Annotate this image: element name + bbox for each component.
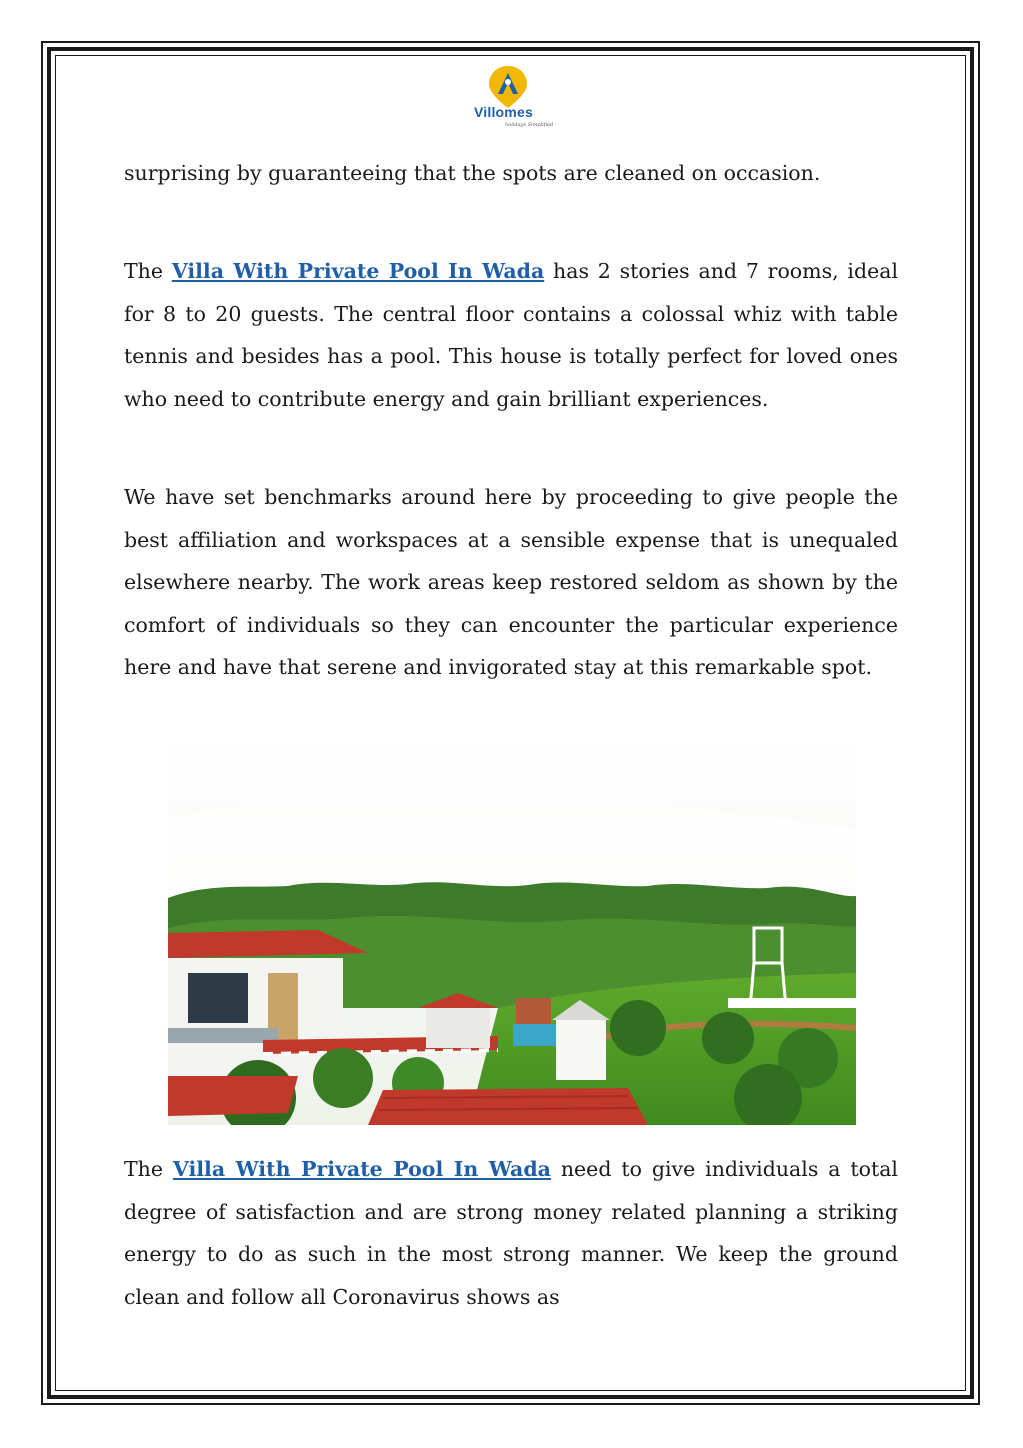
paragraph-4-prefix: The [124, 1157, 173, 1181]
paragraph-4 [124, 1148, 898, 1318]
brand-name: Villomes [474, 104, 533, 120]
brand-tagline: holidays Simplified [505, 122, 554, 128]
paragraph-2 [124, 250, 898, 420]
villa-link-2[interactable]: Villa With Private Pool In Wada [172, 1157, 551, 1181]
villa-link-1[interactable]: Villa With Private Pool In Wada [171, 259, 545, 283]
villa-photo [168, 738, 856, 1125]
paragraph-4-suffix: need to give individuals a total degree of satisfaction and are strong money related planning a striking energy to do as such in the most strong manner. We keep the ground clean and follow all Coronavirus shows as [124, 1157, 898, 1309]
paragraph-3: We have set benchmarks around here by proceeding to give people the best affiliation and workspaces at a sensible expense that is unequaled elsewhere nearby. The work areas keep restored seldom as shown by the comfort of individuals so they can encounter the particular experience here and have that serene and invigorated stay at this remarkable spot. [124, 485, 898, 679]
paragraph-2-prefix: The [124, 259, 172, 283]
paragraph-1: surprising by guaranteeing that the spots are cleaned on occasion. [124, 161, 821, 185]
paragraph-2-suffix: has 2 stories and 7 rooms, ideal for 8 to 20 guests. The central floor contains a colossal whiz with table tennis and besides has a pool. This house is totally perfect for loved ones who need to contribute energy and gain brilliant experiences. [124, 259, 899, 411]
